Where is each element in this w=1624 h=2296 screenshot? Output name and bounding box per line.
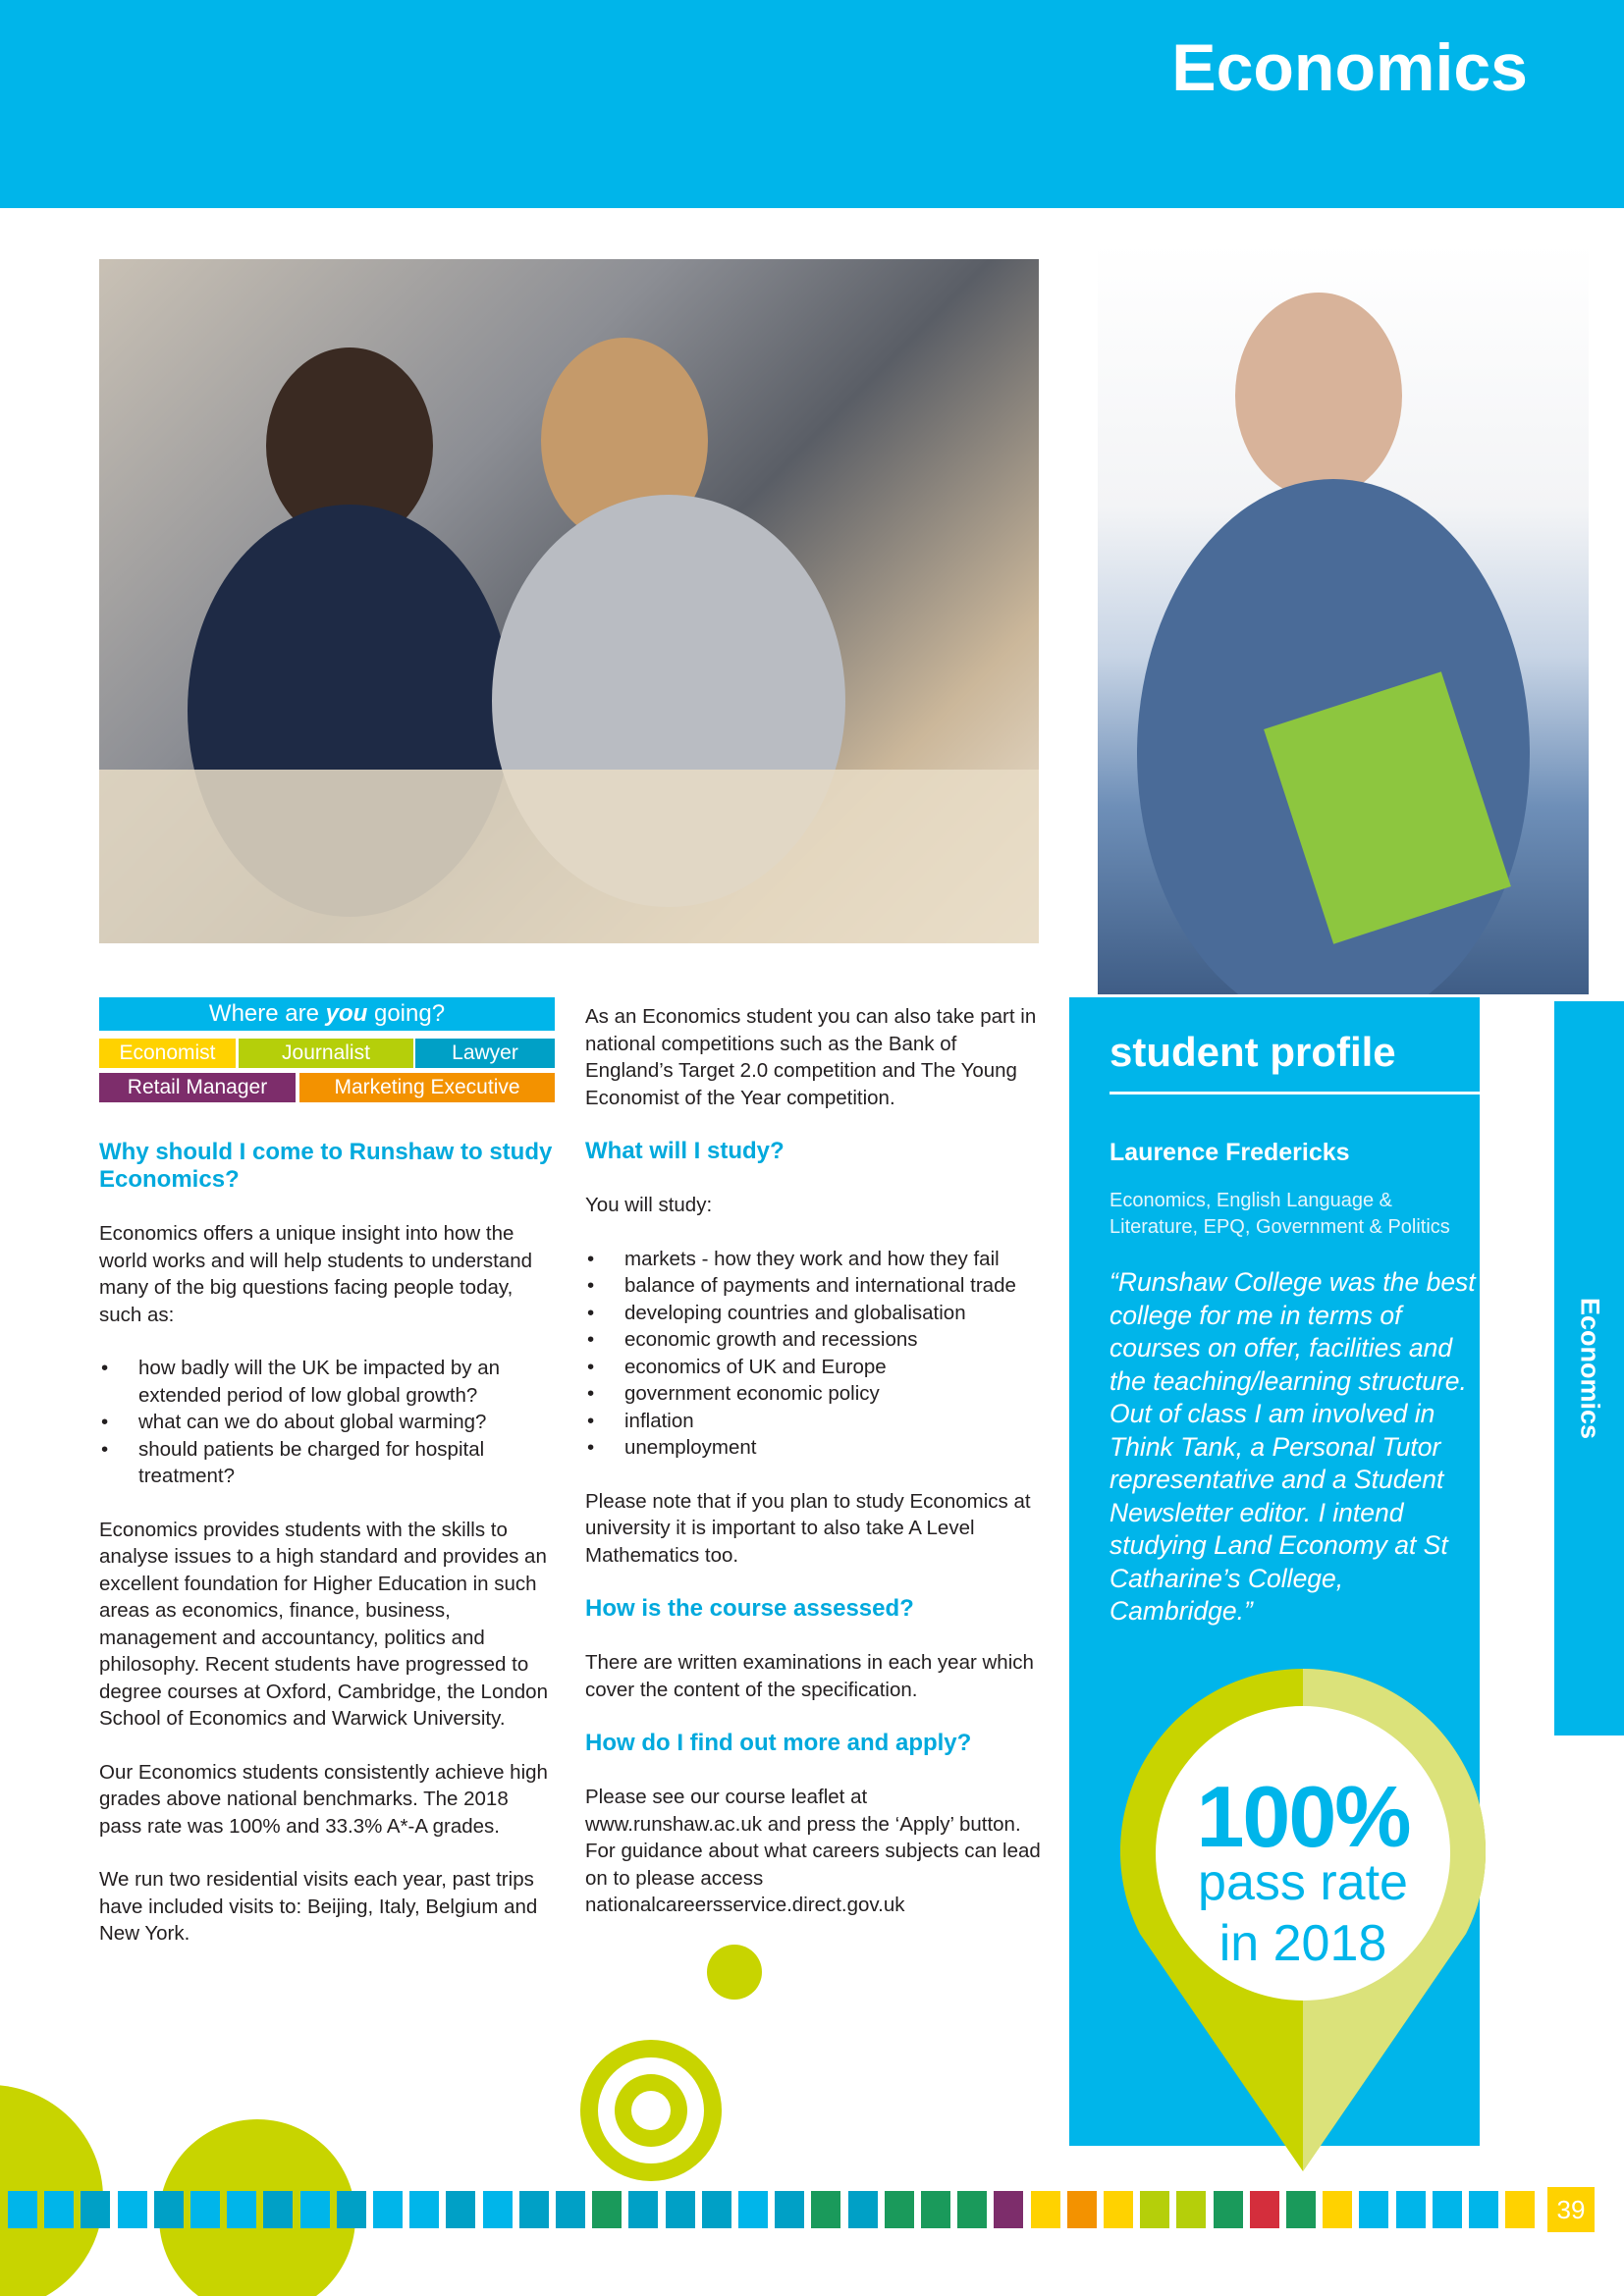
student-portrait-photo xyxy=(1098,243,1589,994)
strip-square xyxy=(519,2191,549,2228)
list-item: • balance of payments and international trade xyxy=(585,1272,1047,1300)
study-intro: You will study: xyxy=(585,1194,713,1216)
results-paragraph: Our Economics students consistently achieve high grades above national benchmarks. The 2018 pass rate was 100% and 33.3% A*-A grades. xyxy=(99,1760,548,1838)
list-item: • how badly will the UK be impacted by an extended period of low global growth? xyxy=(99,1355,553,1409)
strip-square xyxy=(811,2191,840,2228)
strip-square xyxy=(337,2191,366,2228)
visits-paragraph: We run two residential visits each year, past trips have included visits to: Beijing, Italy, Belgium and New York. xyxy=(99,1868,538,1945)
intro-paragraph: Economics offers a unique insight into how the world works and will help students to understand many of the big questions facing people today, such as: xyxy=(99,1222,532,1326)
study-heading: What will I study? xyxy=(585,1138,785,1164)
strip-square xyxy=(1250,2191,1279,2228)
strip-square xyxy=(556,2191,585,2228)
strip-square xyxy=(994,2191,1023,2228)
strip-square xyxy=(118,2191,147,2228)
strip-square xyxy=(300,2191,330,2228)
student-subjects: Economics, English Language & Literature, EPQ, Government & Politics xyxy=(1110,1190,1450,1238)
strip-square xyxy=(1359,2191,1388,2228)
questions-list xyxy=(99,1355,553,1490)
strip-square xyxy=(1396,2191,1426,2228)
study-list xyxy=(585,1246,1047,1462)
strip-square xyxy=(8,2191,37,2228)
strip-square xyxy=(263,2191,293,2228)
career-tag-lawyer: Lawyer xyxy=(415,1039,555,1068)
strip-square xyxy=(1031,2191,1060,2228)
pass-rate-value: 100% xyxy=(1196,1768,1410,1865)
strip-square xyxy=(1214,2191,1243,2228)
list-item: • government economic policy xyxy=(585,1380,1047,1408)
strip-square xyxy=(957,2191,987,2228)
strip-square xyxy=(373,2191,403,2228)
strip-square xyxy=(1067,2191,1097,2228)
skills-paragraph: Economics provides students with the skills to analyse issues to a high standard and provides an excellent foundation for Higher Education in such areas as economics, finance, business, management and accountancy, politics and philosophy. Recent students have progressed to degree courses at Oxford, Cambridge, the London School of Economics and Warwick University. xyxy=(99,1518,548,1730)
strip-square xyxy=(628,2191,658,2228)
list-item: • what can we do about global warming? xyxy=(99,1409,553,1436)
column-one xyxy=(99,1139,553,1974)
strip-square xyxy=(446,2191,475,2228)
why-heading: Why should I come to Runshaw to study Economics? xyxy=(99,1139,553,1193)
strip-square xyxy=(1176,2191,1206,2228)
maths-note: Please note that if you plan to study Economics at university it is important to also take A Level Mathematics too. xyxy=(585,1489,1031,1567)
list-item: • inflation xyxy=(585,1408,1047,1435)
strip-square xyxy=(1104,2191,1133,2228)
careers-heading: Where are you going? xyxy=(99,997,555,1031)
strip-square xyxy=(666,2191,695,2228)
assessed-paragraph: There are written examinations in each year which cover the content of the specification. xyxy=(585,1651,1034,1701)
strip-square xyxy=(44,2191,74,2228)
strip-square xyxy=(190,2191,220,2228)
strip-square xyxy=(1323,2191,1352,2228)
strip-square xyxy=(848,2191,878,2228)
list-item: • markets - how they work and how they fail xyxy=(585,1246,1047,1273)
footer-color-strip xyxy=(0,2185,1624,2234)
student-name: Laurence Fredericks xyxy=(1110,1139,1350,1166)
pass-rate-label: pass rate xyxy=(1198,1854,1408,1911)
strip-square xyxy=(1505,2191,1535,2228)
side-tab-label: Economics xyxy=(1575,1297,1604,1440)
strip-square xyxy=(154,2191,184,2228)
profile-divider xyxy=(1110,1092,1486,1095)
strip-square xyxy=(885,2191,914,2228)
strip-square xyxy=(1140,2191,1169,2228)
strip-square xyxy=(81,2191,110,2228)
student-quote: “Runshaw College was the best college for me in terms of courses on offer, facilities and the teaching/learning structure. Out of class I am involved in Think Tank, a Personal Tutor representative and a Student Newsletter editor. I intend studying Land Economy at St Catharine’s College, Cambridge.” xyxy=(1110,1267,1476,1626)
list-item: • unemployment xyxy=(585,1434,1047,1462)
strip-square xyxy=(409,2191,439,2228)
apply-heading: How do I find out more and apply? xyxy=(585,1730,972,1756)
profile-heading: student profile xyxy=(1110,1029,1396,1075)
strip-square xyxy=(702,2191,731,2228)
strip-square xyxy=(921,2191,950,2228)
career-tag-retail-manager: Retail Manager xyxy=(99,1073,296,1102)
column-two xyxy=(585,1003,1047,1946)
strip-square xyxy=(483,2191,513,2228)
list-item: • economic growth and recessions xyxy=(585,1326,1047,1354)
students-studying-photo xyxy=(99,259,1039,943)
pass-rate-year: in 2018 xyxy=(1218,1915,1387,1972)
strip-square xyxy=(738,2191,768,2228)
competitions-paragraph: As an Economics student you can also take part in national competitions such as the Bank of England’s Target 2.0 competition and The Young Economist of the Year competition. xyxy=(585,1005,1037,1109)
decorative-circles xyxy=(0,1924,884,2296)
page-number: 39 xyxy=(1547,2187,1595,2232)
strip-square xyxy=(1433,2191,1462,2228)
page-title: Economics xyxy=(1171,30,1528,105)
apply-paragraph: Please see our course leaflet at www.runshaw.ac.uk and press the ‘Apply’ button. For guidance about what careers subjects can lead on to please access nationalcareersservice.direct.gov.uk xyxy=(585,1786,1041,1916)
strip-square xyxy=(1469,2191,1498,2228)
list-item: • developing countries and globalisation xyxy=(585,1300,1047,1327)
strip-square xyxy=(592,2191,622,2228)
list-item: • economics of UK and Europe xyxy=(585,1354,1047,1381)
strip-square xyxy=(775,2191,804,2228)
list-item: • should patients be charged for hospital treatment? xyxy=(99,1436,553,1490)
strip-square xyxy=(227,2191,256,2228)
career-tag-journalist: Journalist xyxy=(239,1039,413,1068)
strip-square xyxy=(1286,2191,1316,2228)
career-tag-marketing-executive: Marketing Executive xyxy=(299,1073,555,1102)
assessed-heading: How is the course assessed? xyxy=(585,1595,914,1622)
career-tag-economist: Economist xyxy=(99,1039,236,1068)
